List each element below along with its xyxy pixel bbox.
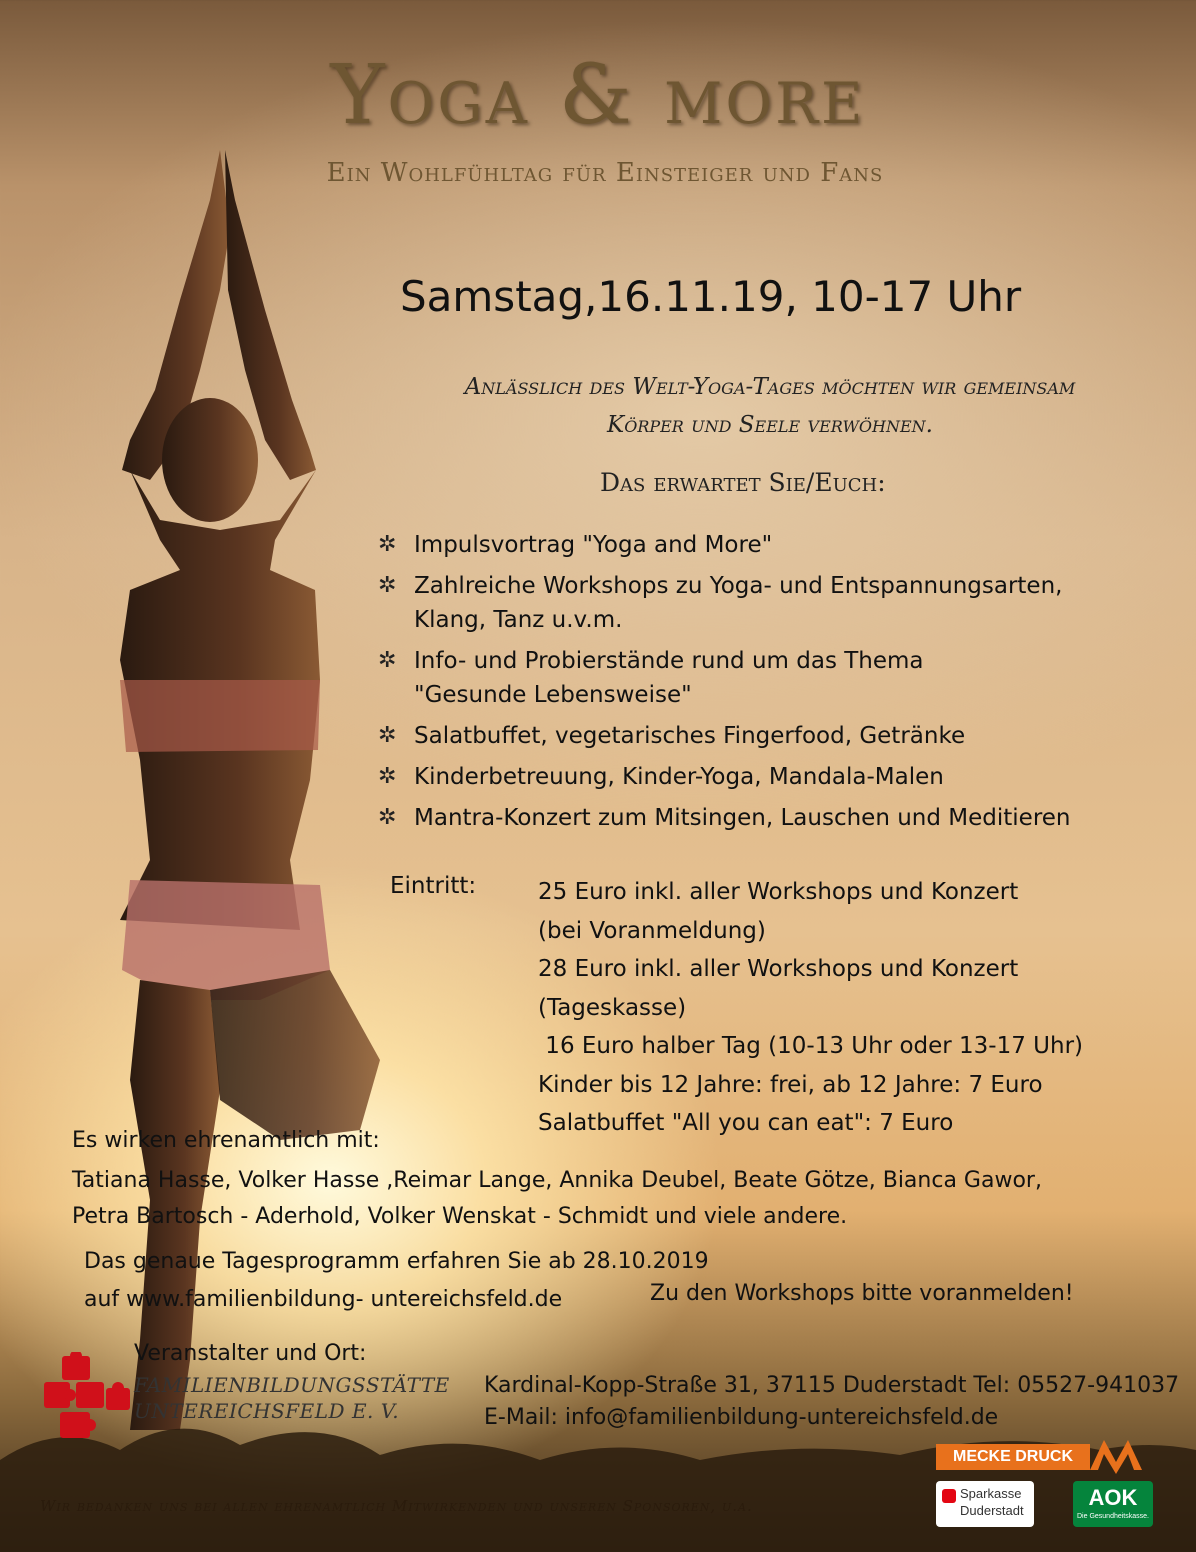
sparkasse-city: Duderstadt (960, 1503, 1024, 1518)
intro-line-1: Anlässlich des Welt-Yoga-Tages möchten wir gemeinsam (464, 374, 1076, 400)
feature-line: Zahlreiche Workshops zu Yoga- und Entspannungsarten, (414, 573, 1063, 599)
price-line: 16 Euro halber Tag (10-13 Uhr oder 13-17 Uhr) (538, 1033, 1084, 1059)
puzzle-logo-icon (40, 1352, 134, 1442)
feature-item (378, 760, 1188, 794)
price-line: Kinder bis 12 Jahre: frei, ab 12 Jahre: 7 Euro (538, 1071, 1043, 1098)
price-line: (Tageskasse) (538, 994, 687, 1021)
mecke-druck-logo: MECKE DRUCK (936, 1444, 1090, 1470)
feature-item (378, 644, 1188, 712)
sun-icon: ✲ (378, 764, 397, 789)
mecke-mark-icon (1088, 1434, 1152, 1474)
feature-item (378, 528, 1188, 562)
price-label: Eintritt: (390, 873, 477, 899)
price-line: 25 Euro inkl. aller Workshops und Konzert (538, 879, 1019, 905)
feature-line: Impulsvortrag "Yoga and More" (414, 532, 773, 558)
aok-name: AOK (1088, 1485, 1138, 1510)
program-website-link[interactable]: auf www.familienbildung- untereichsfeld.de (84, 1287, 563, 1312)
feature-line: Kinderbetreuung, Kinder-Yoga, Mandala-Malen (414, 764, 944, 790)
sparkasse-name: Sparkasse (960, 1486, 1022, 1501)
feature-line: Klang, Tanz u.v.m. (414, 607, 623, 633)
feature-item (378, 569, 1188, 637)
feature-line: Salatbuffet, vegetarisches Fingerfood, Getränke (414, 723, 966, 749)
organizer-name-line: UNTEREICHSFELD E. V. (134, 1399, 400, 1423)
signup-note: Zu den Workshops bitte voranmelden! (650, 1281, 1074, 1306)
volunteers-line: Petra Bartosch - Aderhold, Volker Wenskat - Schmidt und viele andere. (72, 1204, 848, 1229)
event-datetime: Samstag,16.11.19, 10-17 Uhr (400, 272, 1022, 321)
price-line: (bei Voranmeldung) (538, 917, 766, 944)
page-subtitle: Ein Wohlfühltag für Einsteiger und Fans (326, 158, 884, 188)
organizer-address: Kardinal-Kopp-Straße 31, 37115 Duderstadt Tel: 05527-941037 (484, 1373, 1180, 1398)
feature-line: Mantra-Konzert zum Mitsingen, Lauschen und Meditieren (414, 805, 1071, 831)
feature-item (378, 801, 1188, 835)
organizer-contact (484, 1370, 1179, 1434)
price-line: 28 Euro inkl. aller Workshops und Konzert (538, 956, 1019, 982)
volunteers-list (72, 1163, 1172, 1235)
feature-item (378, 719, 1188, 753)
sun-icon: ✲ (378, 573, 397, 598)
event-intro (370, 368, 1170, 444)
feature-line: "Gesunde Lebensweise" (414, 682, 692, 708)
price-line: Salatbuffet "All you can eat": 7 Euro (538, 1110, 954, 1136)
aok-logo (1073, 1481, 1153, 1527)
sparkasse-logo (936, 1481, 1034, 1527)
sun-icon: ✲ (378, 805, 397, 830)
volunteers-heading: Es wirken ehrenamtlich mit: (72, 1128, 380, 1153)
sun-icon: ✲ (378, 532, 397, 557)
feature-line: Info- und Probierstände rund um das Thema (414, 648, 924, 674)
expect-heading: Das erwartet Sie/Euch: (600, 468, 886, 497)
sun-icon: ✲ (378, 648, 397, 673)
organizer-heading: Veranstalter und Ort: (134, 1341, 367, 1366)
page-title: Yoga & more (330, 48, 866, 143)
thanks-text: Wir bedanken uns bei allen ehrenamtlich Mitwirkenden und unseren Sponsoren, u.a. (40, 1497, 753, 1515)
program-line: Das genaue Tagesprogramm erfahren Sie ab 28.10.2019 (84, 1249, 709, 1274)
sun-icon: ✲ (378, 723, 397, 748)
organizer-name-line: FAMILIENBILDUNGSSTÄTTE (134, 1373, 450, 1397)
feature-list (378, 528, 1188, 842)
price-list (538, 873, 1178, 1143)
sparkasse-s-icon (942, 1489, 956, 1503)
program-info (84, 1243, 709, 1319)
aok-tagline: Die Gesundheitskasse. (1077, 1513, 1149, 1520)
organizer-email-link[interactable]: E-Mail: info@familienbildung-untereichsfeld.de (484, 1405, 999, 1430)
volunteers-line: Tatiana Hasse, Volker Hasse ,Reimar Lange, Annika Deubel, Beate Götze, Bianca Gawor, (72, 1168, 1042, 1193)
intro-line-2: Körper und Seele verwöhnen. (607, 412, 933, 438)
organizer-name (134, 1372, 450, 1424)
